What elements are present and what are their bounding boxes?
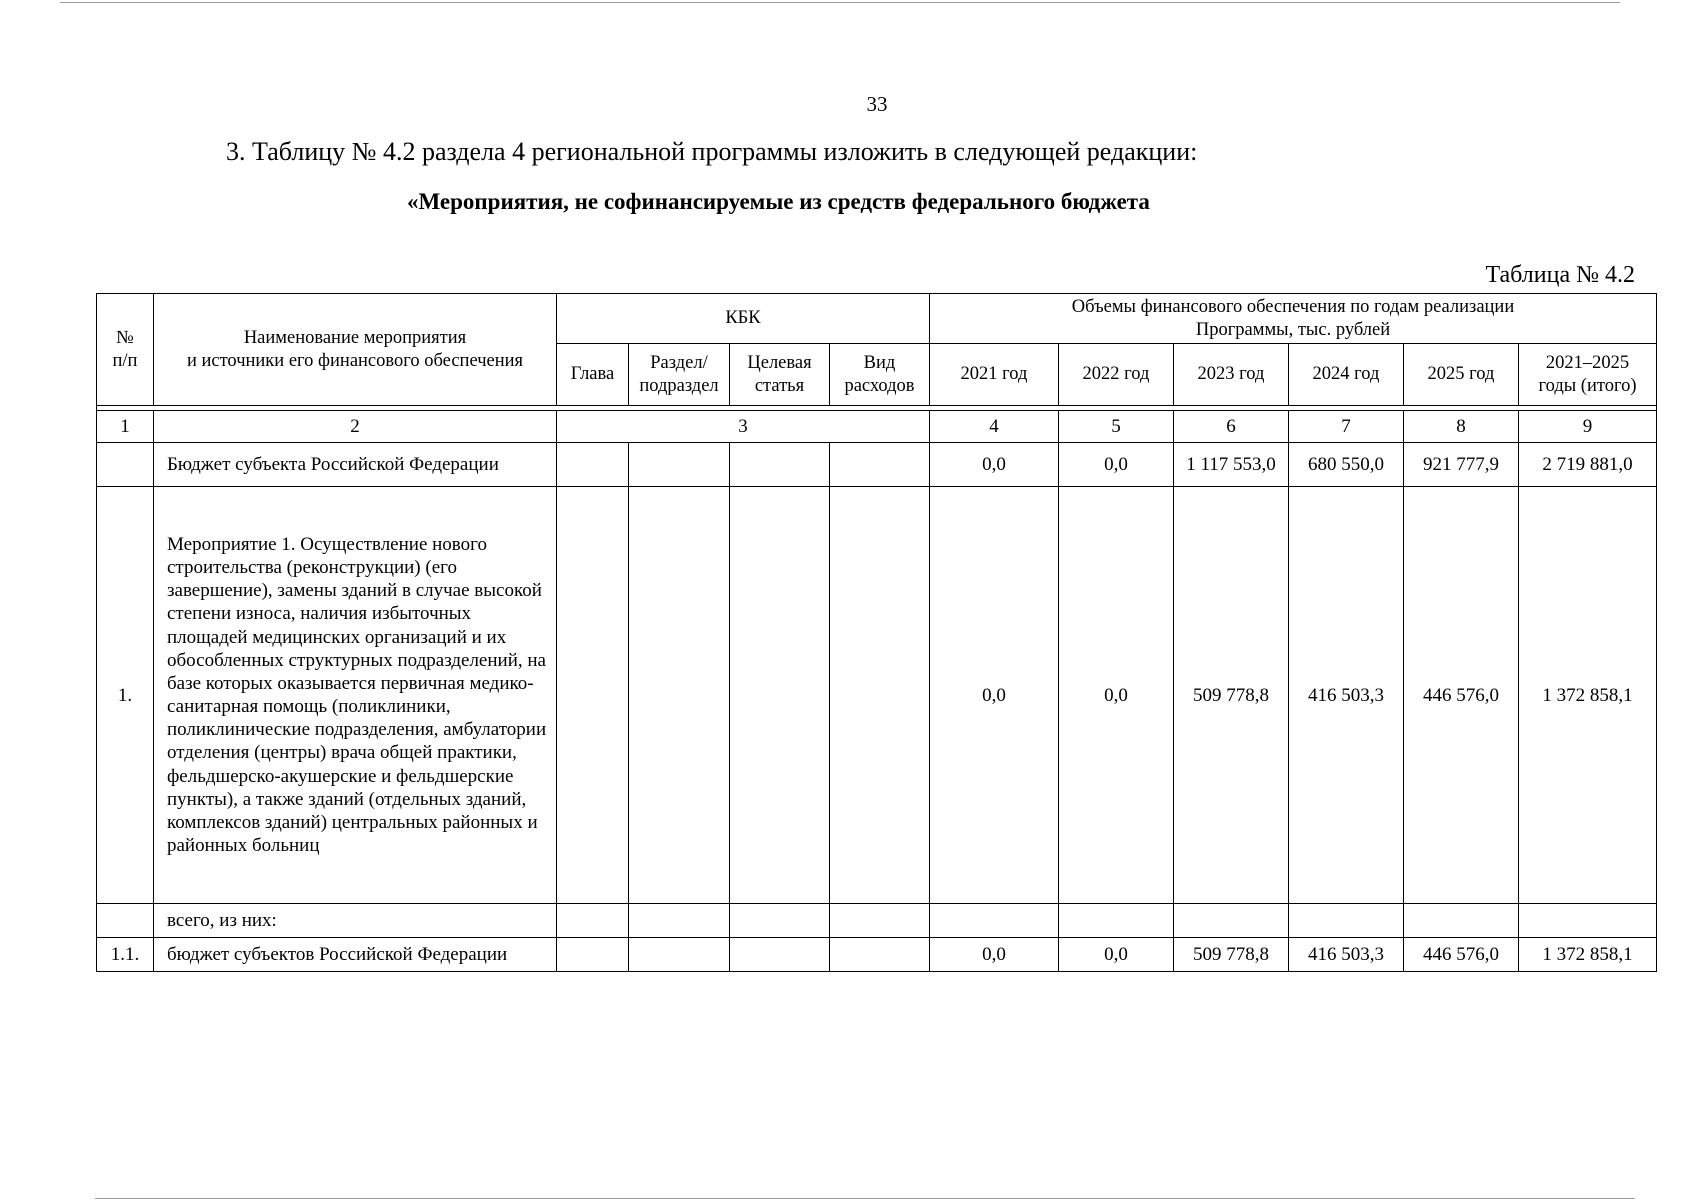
value-2021: 0,0 — [930, 487, 1059, 904]
row-no: 1.1. — [97, 938, 154, 972]
kbk-cell — [830, 443, 930, 487]
col-number-4: 4 — [930, 411, 1059, 443]
row-name: Мероприятие 1. Осуществление нового строительства (реконструкции) (его завершение), замены зданий в случае высокой степени износа, наличия избыточных площадей медицинских организаций и их обособленных структурных подразделений, на базе которых оказывается первичная медико-санитарная помощь (поликлиники, поликлинические подразделения, амбулатории отделения (центры) врача общей практики, фельдшерско-акушерские и фельдшерские пункты), а также зданий (отдельных зданий, комплексов зданий) центральных районных и районных больниц — [154, 487, 557, 904]
col-number-2: 2 — [154, 411, 557, 443]
value-2023 — [1174, 904, 1289, 938]
value-total: 2 719 881,0 — [1519, 443, 1657, 487]
scan-edge-top — [60, 2, 1620, 3]
header-kbk: КБК — [557, 294, 930, 344]
kbk-cell — [830, 904, 930, 938]
kbk-cell — [629, 487, 730, 904]
financing-table — [96, 293, 1657, 972]
value-2023: 509 778,8 — [1174, 487, 1289, 904]
col-number-7: 7 — [1289, 411, 1404, 443]
value-2024: 680 550,0 — [1289, 443, 1404, 487]
kbk-cell — [629, 904, 730, 938]
kbk-cell — [557, 487, 629, 904]
header-volumes: Объемы финансового обеспечения по годам реализации Программы, тыс. рублей — [930, 294, 1657, 344]
value-2022: 0,0 — [1059, 487, 1174, 904]
value-2022 — [1059, 904, 1174, 938]
header-year-2022: 2022 год — [1059, 344, 1174, 406]
value-total: 1 372 858,1 — [1519, 938, 1657, 972]
value-2024: 416 503,3 — [1289, 487, 1404, 904]
value-2023: 509 778,8 — [1174, 938, 1289, 972]
value-2025: 921 777,9 — [1404, 443, 1519, 487]
value-2025: 446 576,0 — [1404, 938, 1519, 972]
value-2025 — [1404, 904, 1519, 938]
value-2024 — [1289, 904, 1404, 938]
table-subtitle: «Мероприятия, не софинансируемые из средств федерального бюджета — [407, 189, 1150, 214]
kbk-cell — [557, 904, 629, 938]
kbk-cell — [730, 487, 830, 904]
value-total — [1519, 904, 1657, 938]
value-2021 — [930, 904, 1059, 938]
kbk-cell — [629, 443, 730, 487]
kbk-cell — [830, 487, 930, 904]
value-2021: 0,0 — [930, 443, 1059, 487]
header-kbk-statya: Целевая статья — [730, 344, 830, 406]
header-no: № п/п — [97, 294, 154, 406]
col-number-8: 8 — [1404, 411, 1519, 443]
row-no: 1. — [97, 487, 154, 904]
page-number: 33 — [866, 92, 888, 116]
row-name: Бюджет субъекта Российской Федерации — [154, 443, 557, 487]
value-2021: 0,0 — [930, 938, 1059, 972]
header-year-2024: 2024 год — [1289, 344, 1404, 406]
table-row — [97, 938, 1657, 972]
header-year-2023: 2023 год — [1174, 344, 1289, 406]
instruction-text: 3. Таблицу № 4.2 раздела 4 региональной программы изложить в следующей редакции: — [226, 137, 1198, 166]
table-row — [97, 904, 1657, 938]
value-2023: 1 117 553,0 — [1174, 443, 1289, 487]
header-name: Наименование мероприятия и источники его финансового обеспечения — [154, 294, 557, 406]
kbk-cell — [730, 938, 830, 972]
value-2025: 446 576,0 — [1404, 487, 1519, 904]
kbk-cell — [557, 443, 629, 487]
col-number-6: 6 — [1174, 411, 1289, 443]
value-total: 1 372 858,1 — [1519, 487, 1657, 904]
value-2022: 0,0 — [1059, 443, 1174, 487]
row-no — [97, 904, 154, 938]
value-2022: 0,0 — [1059, 938, 1174, 972]
table-label: Таблица № 4.2 — [1485, 262, 1635, 288]
col-number-5: 5 — [1059, 411, 1174, 443]
kbk-cell — [629, 938, 730, 972]
header-kbk-razdel: Раздел/ подраздел — [629, 344, 730, 406]
col-number-1: 1 — [97, 411, 154, 443]
table-row — [97, 443, 1657, 487]
header-year-2021: 2021 год — [930, 344, 1059, 406]
value-2024: 416 503,3 — [1289, 938, 1404, 972]
row-no — [97, 443, 154, 487]
kbk-cell — [730, 904, 830, 938]
kbk-cell — [830, 938, 930, 972]
table-row — [97, 487, 1657, 904]
kbk-cell — [557, 938, 629, 972]
row-name: бюджет субъектов Российской Федерации — [154, 938, 557, 972]
col-number-3: 3 — [557, 411, 930, 443]
header-kbk-vid: Вид расходов — [830, 344, 930, 406]
row-name: всего, из них: — [154, 904, 557, 938]
header-year-2025: 2025 год — [1404, 344, 1519, 406]
kbk-cell — [730, 443, 830, 487]
scan-edge-bottom — [95, 1198, 1635, 1199]
header-kbk-glava: Глава — [557, 344, 629, 406]
column-number-row — [97, 411, 1657, 443]
header-year-total: 2021–2025 годы (итого) — [1519, 344, 1657, 406]
col-number-9: 9 — [1519, 411, 1657, 443]
